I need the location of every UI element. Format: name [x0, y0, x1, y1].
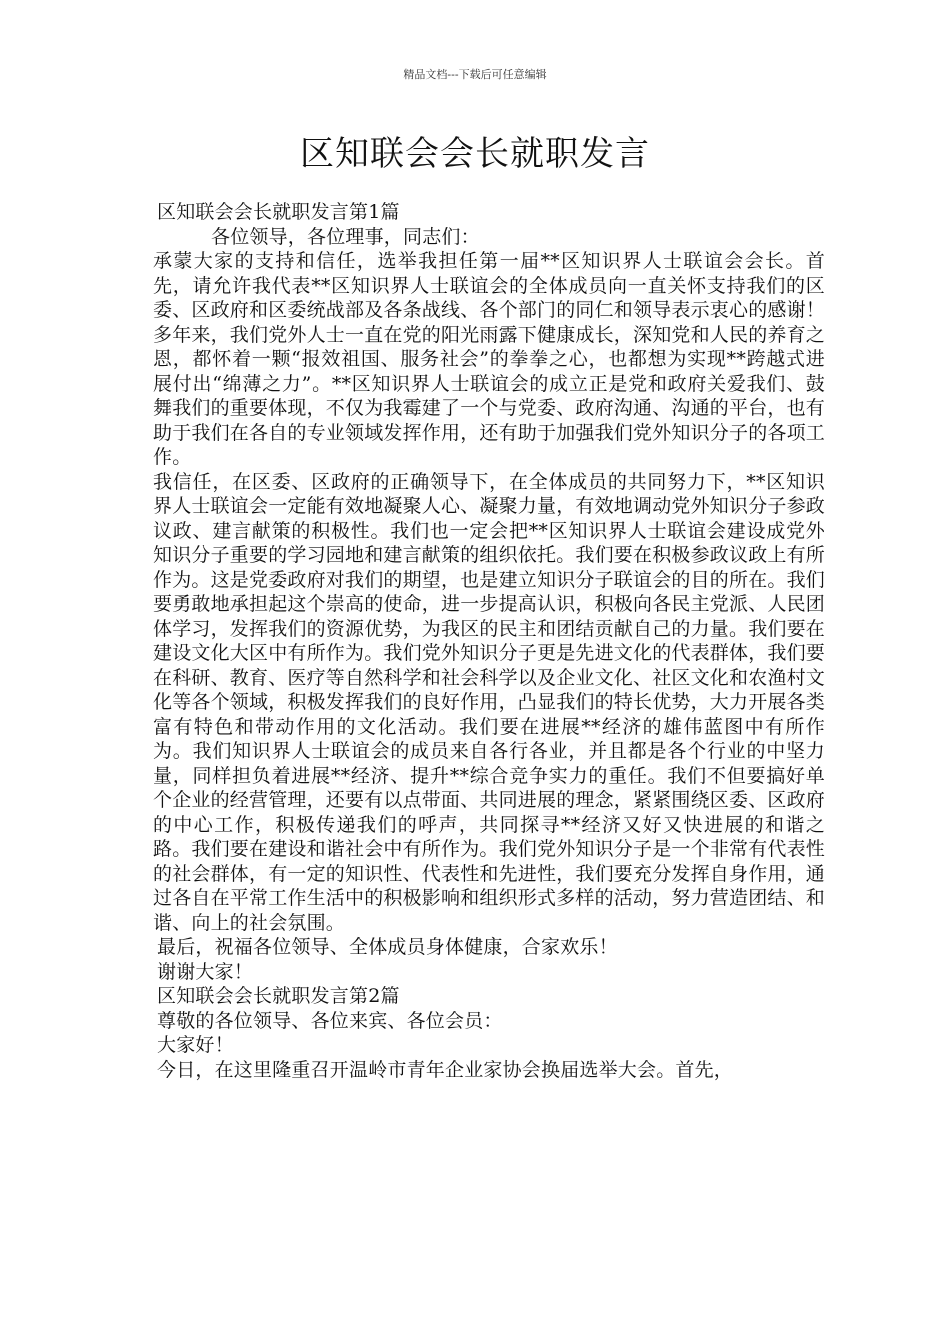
closing: 谢谢大家！ [157, 960, 254, 983]
document-body [145, 200, 825, 1082]
section-heading-2: 区知联会会长就职发言第2篇 [157, 985, 400, 1007]
paragraph: 今日，在这里隆重召开温岭市青年企业家协会换届选举大会。首先， [157, 1058, 734, 1081]
paragraph: 最后，祝福各位领导、全体成员身体健康，合家欢乐！ [157, 936, 618, 958]
greeting: 大家好！ [157, 1034, 234, 1056]
paragraph: 我信任，在区委、区政府的正确领导下，在全体成员的共同努力下，**区知识界人士联谊会一定能有效地凝聚人心、凝聚力量，有效地调动党外知识分子参政议政、建言献策的积极性。我们也一定会把**区知识界人士联谊会建设成党外知识分子重要的学习园地和建言献策的组织依托。我们要在积极参政议政上有所作为。这是党委政府对我们的期望，也是建立知识分子联谊会的目的所在。我们要勇敢地承担起这个崇高的使命，进一步提高认识，积极向各民主党派、人民团体学习，发挥我们的资源优势，为我区的民主和团结贡献自己的力量。我们要在建设文化大区中有所作为。我们党外知识分子更是先进文化的代表群体，我们要在科研、教育、医疗等自然科学和社会科学以及企业文化、社区文化和农渔村文化等各个领域，积极发挥我们的良好作用，凸显我们的特长优势，大力开展各类富有特色和带动作用的文化活动。我们要在进展**经济的雄伟蓝图中有所作为。我们知识界人士联谊会的成员来自各行各业，并且都是各个行业的中坚力量，同样担负着进展**经济、提升**综合竞争实力的重任。我们不但要搞好单个企业的经营管理，还要有以点带面、共同进展的理念，紧紧围绕区委、区政府的中心工作，积极传递我们的呼声，共同探寻**经济又好又快进展的和谐之路。我们要在建设和谐社会中有所作为。我们党外知识分子是一个非常有代表性的社会群体，有一定的知识性、代表性和先进性，我们要充分发挥自身作用，通过各自在平常工作生活中的积极影响和组织形式多样的活动，努力营造团结、和谐、向上的社会氛围。 [153, 470, 826, 934]
paragraph: 多年来，我们党外人士一直在党的阳光雨露下健康成长，深知党和人民的养育之恩，都怀着一颗“报效祖国、服务社会”的拳拳之心，也都想为实现**跨越式进展付出“绵薄之力”。**区知识界人士联谊会的成立正是党和政府关爱我们、鼓舞我们的重要体现，不仅为我霉建了一个与党委、政府沟通、沟通的平台，也有助于我们在各自的专业领域发挥作用，还有助于加强我们党外知识分子的各项工作。 [153, 323, 826, 468]
salutation: 尊敬的各位领导、各位来宾、各位会员： [157, 1009, 503, 1032]
document-title: 区知联会会长就职发言 [300, 134, 650, 174]
paragraph: 承蒙大家的支持和信任，选举我担任第一届**区知识界人士联谊会会长。首先，请允许我代表**区知识界人士联谊会的全体成员向一直关怀支持我们的区委、区政府和区委统战部及各条战线、各个部门的同仁和领导表示衷心的感谢！ [153, 250, 826, 321]
section-heading-1: 区知联会会长就职发言第1篇 [157, 201, 400, 223]
page-header: 精品文档---下载后可任意编辑 [403, 68, 547, 81]
salutation: 各位领导，各位理事，同志们： [211, 225, 480, 248]
